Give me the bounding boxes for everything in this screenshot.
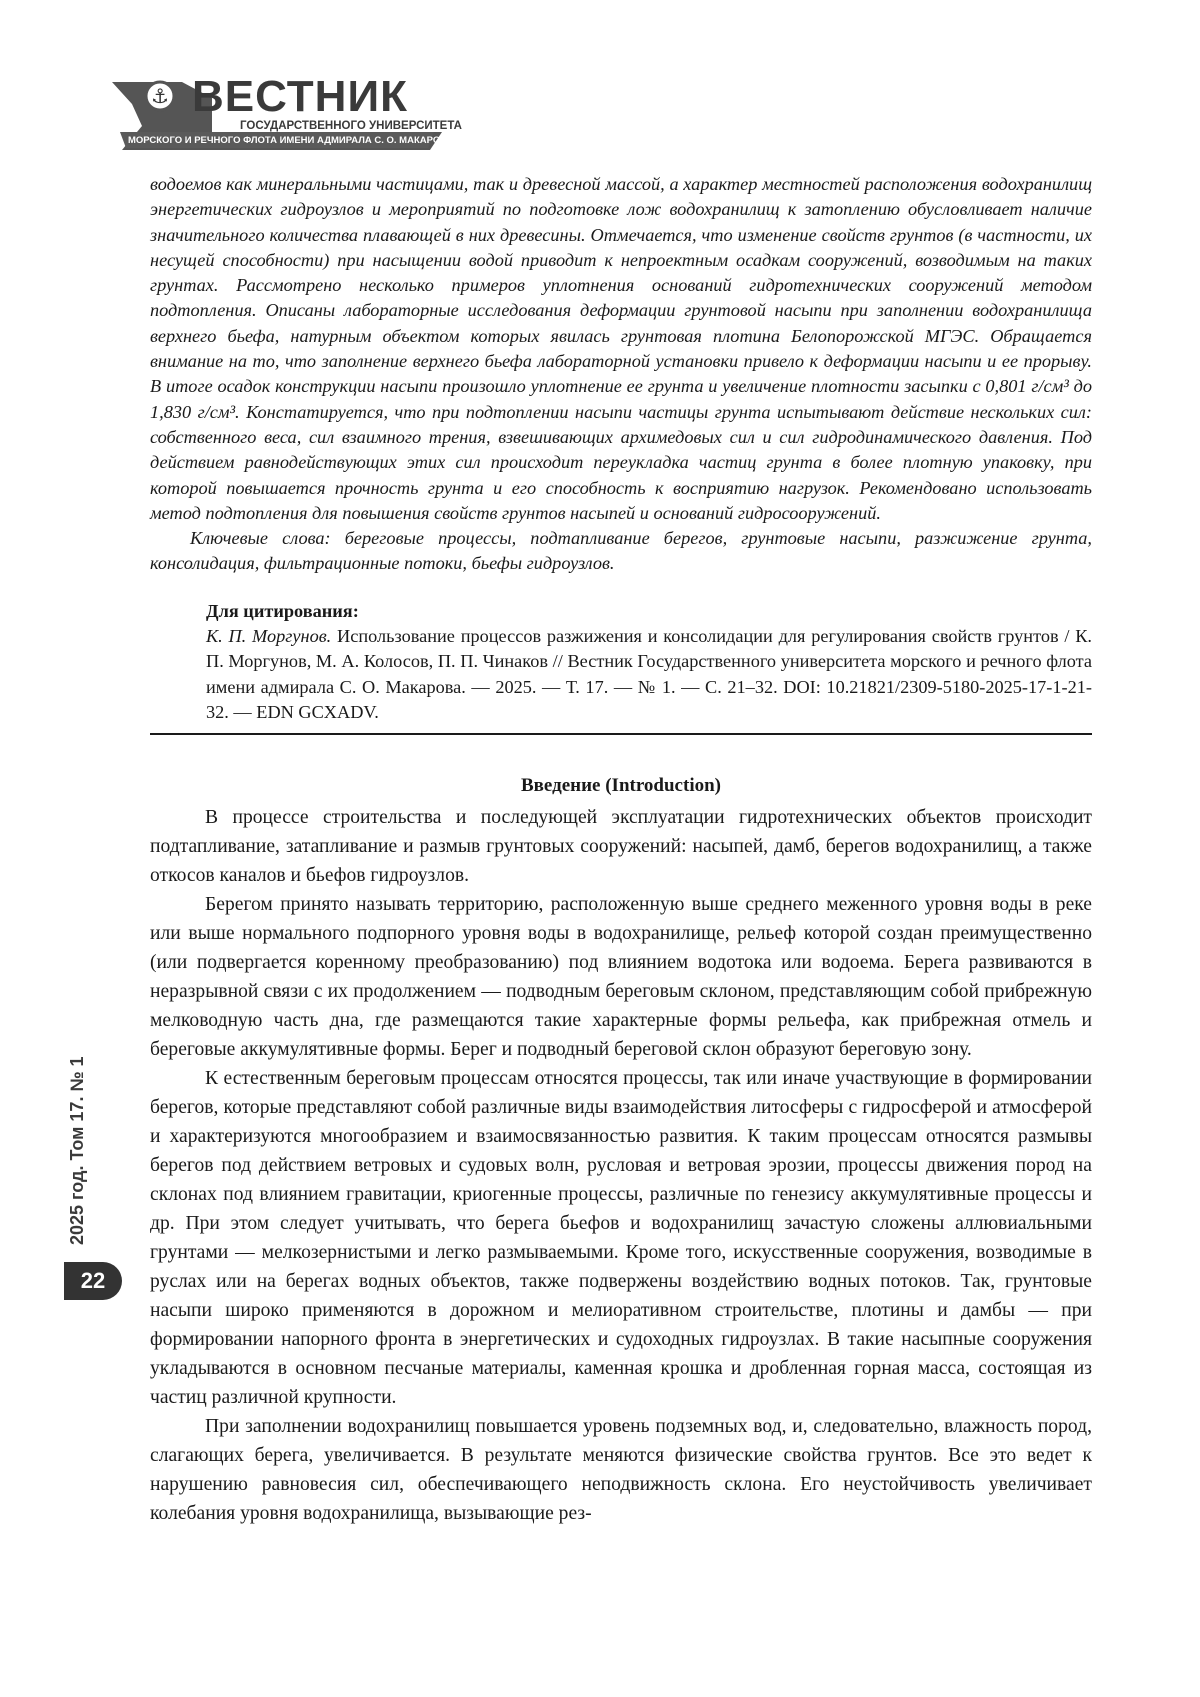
paragraph: В процессе строительства и последующей эксплуатации гидротехнических объектов происходит подтапливание, затапливание и размыв грунтовых сооружений: насыпей, дамб, берегов водохранилищ, а также откосов каналов и бьефов гидроузлов. bbox=[150, 807, 1092, 887]
issue-info: 2025 год. Том 17. № 1 bbox=[67, 1056, 87, 1245]
keywords: Ключевые слова: береговые процессы, подтапливание берегов, грунтовые насыпи, разжижение грунта, консолидация, фильтрационные потоки, бьефы гидроузлов. bbox=[150, 528, 1092, 574]
citation-label: Для цитирования: bbox=[206, 600, 359, 621]
citation-text bbox=[206, 624, 1092, 725]
citation-author: К. П. Моргунов. bbox=[206, 626, 332, 647]
journal-subtitle-line2: МОРСКОГО И РЕЧНОГО ФЛОТА ИМЕНИ АДМИРАЛА С. О. МАКАРОВА bbox=[128, 135, 454, 146]
paragraph: При заполнении водохранилищ повышается уровень подземных вод, и, следовательно, влажность пород, слагающих берега, увеличивается. В результате меняются физические свойства грунтов. Все это ведет к нарушению равновесия сил, обеспечивающего неподвижность склона. Его неустойчивость увеличивает колебания уровня водохранилища, вызывающие рез- bbox=[150, 1416, 1092, 1525]
journal-masthead bbox=[112, 74, 472, 150]
journal-subtitle-line1: ГОСУДАРСТВЕННОГО УНИВЕРСИТЕТА bbox=[240, 120, 462, 132]
section-heading: Введение (Introduction) bbox=[520, 775, 721, 797]
paragraph: Берегом принято называть территорию, расположенную выше среднего меженного уровня воды в реке или выше нормального подпорного уровня воды в водохранилище, рельеф которой создан преимущественно (или подвергается коренному преобразованию) под влиянием водотока или водоема. Берега развиваются в неразрывной связи с их продолжением — подводным береговым склоном, представляющим собой прибрежную мелководную часть дна, где размещаются такие характерные формы рельефа, как прибрежная отмель и береговые аккумулятивные формы. Берег и подводный береговой склон образуют береговую зону. bbox=[150, 894, 1092, 1061]
journal-title: ВЕСТНИК bbox=[192, 72, 408, 121]
section-divider bbox=[150, 733, 1092, 735]
citation-block bbox=[206, 599, 1092, 725]
page-number: 22 bbox=[64, 1262, 122, 1300]
citation-body: Использование процессов разжижения и консолидации для регулирования свойств грунтов / К. П. Моргунов, М. А. Колосов, П. П. Чинаков // Вестник Государственного университета морского и речного флота имени адмирала С. О. Макарова. — 2025. — Т. 17. — № 1. — С. 21–32. DOI: 10.21821/2309-5180-2025-17-1-21-32. — EDN GCXADV. bbox=[206, 626, 1093, 722]
paragraph: К естественным береговым процессам относятся процессы, так или иначе участвующие в формировании берегов, которые представляют собой различные виды взаимодействия литосферы с гидросферой и атмосферой и характеризуются многообразием и взаимосвязанностью развития. К таким процессам относятся размывы берегов под действием ветровых и судовых волн, русловая и ветровая эрозии, процессы движения пород на склонах под влиянием гравитации, криогенные процессы, различные по генезису аккумулятивные процессы и др. При этом следует учитывать, что берега бьефов и водохранилищ зачастую сложены аллювиальными грунтами — мелкозернистыми и легко размываемыми. Кроме того, искусственные сооружения, возводимые в руслах или на берегах водных объектов, также подвержены воздействию водных потоков. Так, грунтовые насыпи широко применяются в дорожном и мелиоративном строительстве, плотины и дамбы — при формировании напорного фронта в энергетических и судоходных гидроузлах. В такие насыпные сооружения укладываются в основном песчаные материалы, каменная крошка и дробленная горная масса, состоящая из частиц различной крупности. bbox=[150, 1068, 1092, 1409]
anchor-icon: ⚓ bbox=[151, 84, 169, 108]
section-body bbox=[150, 803, 1092, 1528]
article-content bbox=[150, 172, 1092, 1528]
abstract-text: водоемов как минеральными частицами, так и древесной массой, а характер местностей расположения водохранилищ энергетических гидроузлов и мероприятий по подготовке лож водохранилищ к затоплению обусловливает наличие значительного количества плавающей в них древесины. Отмечается, что изменение свойств грунтов (в частности, их несущей способности) при насыщении водой приводит к непроектным осадкам сооружений, возводимым на таких грунтах. Рассмотрено несколько примеров уплотнения оснований гидротехнических сооружений методом подтопления. Описаны лабораторные исследования деформации грунтовой насыпи при заполнении водохранилища верхнего бьефа, натурным объектом которых явилась грунтовая плотина Белопорожской МГЭС. Обращается внимание на то, что заполнение верхнего бьефа лабораторной установки привело к деформации насыпи и ее прорыву. В итоге осадок конструкции насыпи произошло уплотнение ее грунта и увеличение плотности засыпки с 0,801 г/см³ до 1,830 г/см³. Констатируется, что при подтоплении насыпи частицы грунта испытывают действие нескольких сил: собственного веса, сил взаимного трения, взвешивающих архимедовых сил и сил гидродинамического давления. Под действием равнодействующих этих сил происходит переукладка частиц грунта в более плотную упаковку, при которой повышается прочность грунта и его способность к восприятию нагрузок. Рекомендовано использовать метод подтопления для повышения свойств грунтов насыпей и оснований гидросооружений. bbox=[150, 174, 1092, 523]
